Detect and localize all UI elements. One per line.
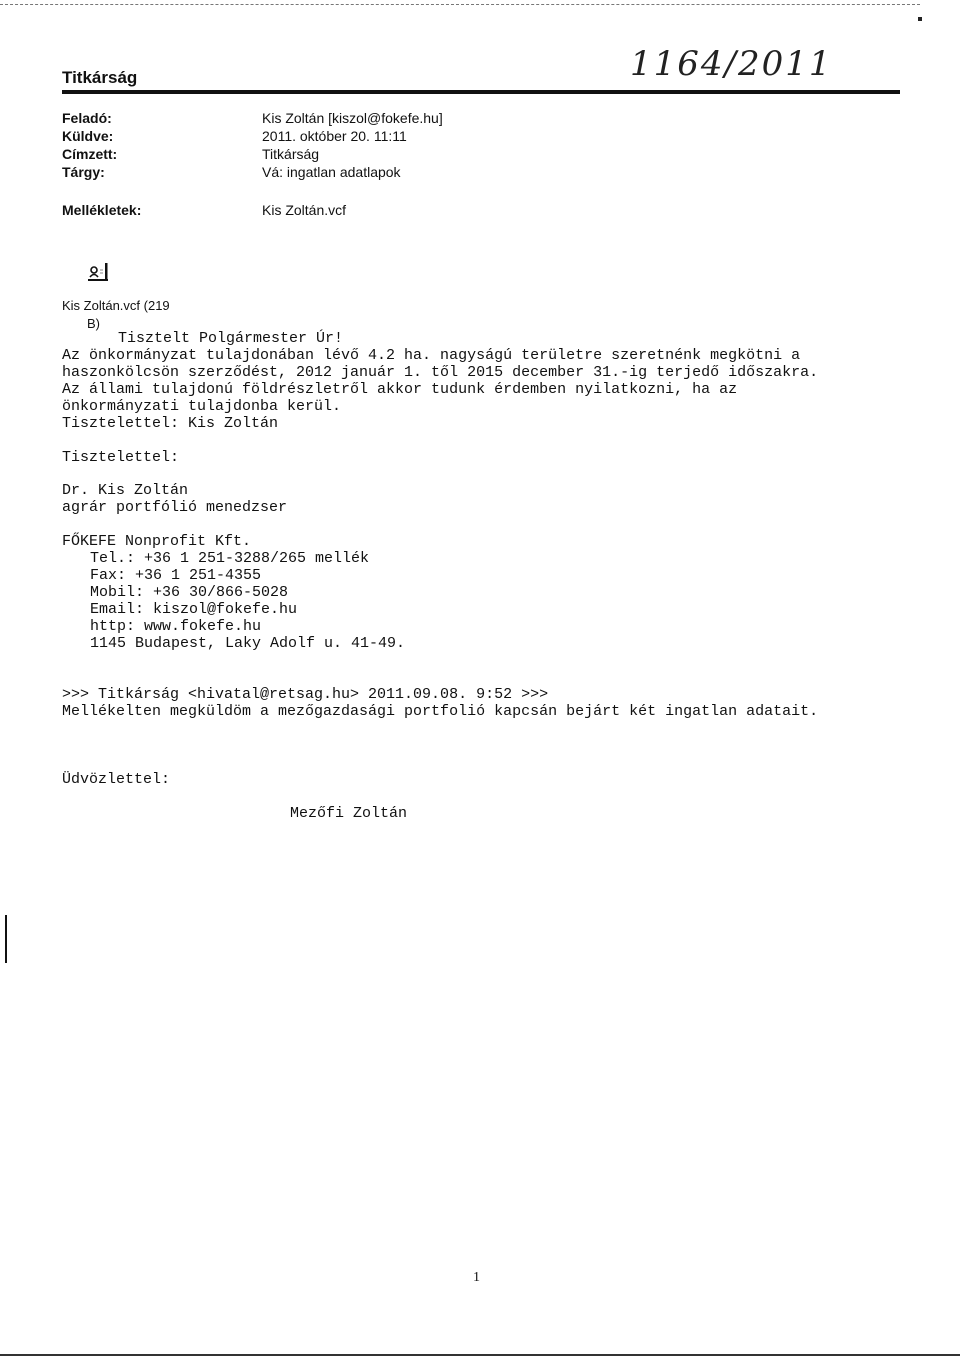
to-label: Címzett: [62, 146, 118, 162]
attachment-caption-size: B) [87, 316, 100, 331]
signature-tel: Tel.: +36 1 251-3288/265 mellék [90, 550, 370, 567]
quoted-closing: Üdvözlettel: [62, 771, 171, 788]
subject-value: Vá: ingatlan adatlapok [262, 164, 401, 180]
quoted-sender-name: Mezőfi Zoltán [290, 805, 408, 822]
signature-role: agrár portfólió menedzser [62, 499, 288, 516]
to-value: Titkárság [262, 146, 320, 162]
signature-email[interactable]: Email: kiszol@fokefe.hu [90, 601, 298, 618]
sent-value: 2011. október 20. 11:11 [262, 128, 407, 144]
attachments-label: Mellékletek: [62, 202, 142, 218]
signature-address: 1145 Budapest, Laky Adolf u. 41-49. [90, 635, 406, 652]
closing: Tisztelettel: [62, 449, 180, 466]
handwritten-reference: 1164/2011 [630, 44, 833, 84]
body-line-4: önkormányzati tulajdonba kerül. [62, 398, 342, 415]
quoted-text: Mellékelten megküldöm a mezőgazdasági portfolió kapcsán bejárt két ingatlan adatait. [62, 703, 819, 720]
greeting: Tisztelt Polgármester Úr! [118, 330, 344, 347]
attachments-value: Kis Zoltán.vcf [262, 202, 347, 218]
page-number: 1 [473, 1270, 480, 1285]
from-label: Feladó: [62, 110, 112, 126]
quoted-header: >>> Titkárság <hivatal@retsag.hu> 2011.09.08. 9:52 >>> [62, 686, 549, 703]
body-line-3: Az állami tulajdonú földrészletről akkor tudunk érdemben nyilatkozni, ha az [62, 381, 738, 398]
body-line-5: Tisztelettel: Kis Zoltán [62, 415, 279, 432]
signature-website[interactable]: http: www.fokefe.hu [90, 618, 262, 635]
attachment-caption[interactable]: Kis Zoltán.vcf (219 [62, 298, 170, 313]
title-rule [62, 90, 900, 94]
vcard-icon[interactable] [87, 262, 109, 282]
scan-speck [918, 17, 922, 21]
scan-bottom-line [0, 1354, 960, 1356]
scan-margin-mark [5, 915, 7, 963]
signature-fax: Fax: +36 1 251-4355 [90, 567, 262, 584]
signature-mobil: Mobil: +36 30/866-5028 [90, 584, 289, 601]
scan-top-line [0, 4, 920, 5]
body-line-1: Az önkormányzat tulajdonában lévő 4.2 ha. nagyságú területre szeretnénk megkötni a [62, 347, 801, 364]
subject-label: Tárgy: [62, 164, 105, 180]
from-value: Kis Zoltán [kiszol@fokefe.hu] [262, 110, 443, 126]
sent-label: Küldve: [62, 128, 114, 144]
signature-company: FŐKEFE Nonprofit Kft. [62, 533, 252, 550]
section-title: Titkárság [62, 68, 138, 87]
signature-name: Dr. Kis Zoltán [62, 482, 189, 499]
body-line-2: haszonkölcsön szerződést, 2012 január 1. től 2015 december 31.-ig terjedő időszakra. [62, 364, 819, 381]
